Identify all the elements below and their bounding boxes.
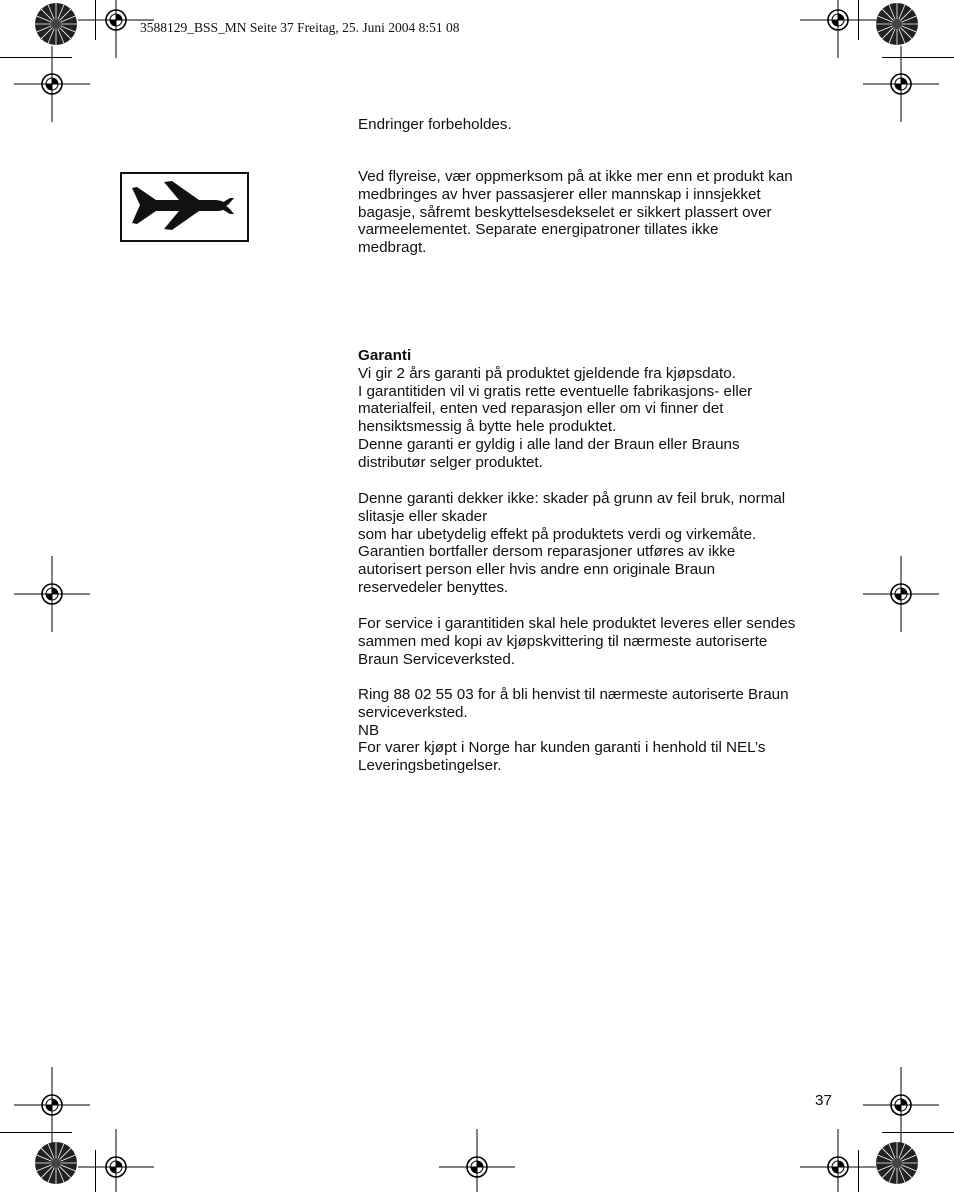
warranty-line: reservedeler benyttes. — [358, 578, 509, 596]
warranty-line: Vi gir 2 års garanti på produktet gjeldende fra kjøpsdato. — [358, 364, 736, 382]
warranty-line: Ring 88 02 55 03 for å bli henvist til nærmeste autoriserte Braun — [358, 686, 789, 703]
warranty-line: som har ubetydelig effekt på produktets verdi og virkemåte. — [358, 525, 757, 543]
warranty-exclusions — [358, 490, 838, 597]
warranty-line: Garantien bortfaller dersom reparasjoner utføres av ikke — [358, 543, 736, 561]
warranty-line: autorisert person eller hvis andre enn originale Braun — [358, 561, 716, 579]
flight-notice — [358, 168, 838, 257]
warranty-line: NB — [358, 721, 380, 739]
flight-line: varmeelementet. Separate energipatroner tillates ikke — [358, 221, 719, 239]
warranty-line: hensiktsmessig å bytte hele produktet. — [358, 418, 617, 436]
flight-line: Ved flyreise, vær oppmerksom på at ikke mer enn et produkt kan — [358, 168, 793, 185]
warranty-line: For varer kjøpt i Norge har kunden garanti i henhold til NEL’s — [358, 739, 766, 757]
warranty-line: Denne garanti er gyldig i alle land der Braun eller Brauns — [358, 435, 740, 453]
warranty-contact — [358, 686, 838, 775]
warranty-line: distributør selger produktet. — [358, 453, 543, 471]
warranty-line: slitasje eller skader — [358, 507, 488, 525]
flight-line: medbringes av hver passasjerer eller mannskap i innsjekket — [358, 185, 761, 203]
warranty-line: Denne garanti dekker ikke: skader på grunn av feil bruk, normal — [358, 490, 786, 507]
warranty-heading: Garanti — [358, 347, 412, 364]
print-slug: 3588129_BSS_MN Seite 37 Freitag, 25. Juni 2004 8:51 08 — [140, 20, 460, 35]
airplane-icon — [120, 172, 249, 242]
warranty-section — [358, 347, 838, 472]
flight-line: medbragt. — [358, 239, 427, 257]
warranty-service — [358, 615, 838, 668]
warranty-line: sammen med kopi av kjøpskvittering til nærmeste autoriserte — [358, 632, 768, 650]
warranty-line: materialfeil, enten ved reparasjon eller om vi finner det — [358, 400, 724, 418]
notice-text: Endringer forbeholdes. — [358, 116, 512, 133]
warranty-line: Braun Serviceverksted. — [358, 650, 516, 668]
warranty-line: For service i garantitiden skal hele produktet leveres eller sendes — [358, 615, 796, 632]
warranty-line: I garantitiden vil vi gratis rette eventuelle fabrikasjons- eller — [358, 382, 753, 400]
warranty-line: serviceverksted. — [358, 703, 468, 721]
warranty-line: Leveringsbetingelser. — [358, 757, 502, 775]
flight-line: bagasje, såfremt beskyttelsesdekselet er sikkert plassert over — [358, 203, 772, 221]
page-number: 37 — [815, 1092, 832, 1109]
